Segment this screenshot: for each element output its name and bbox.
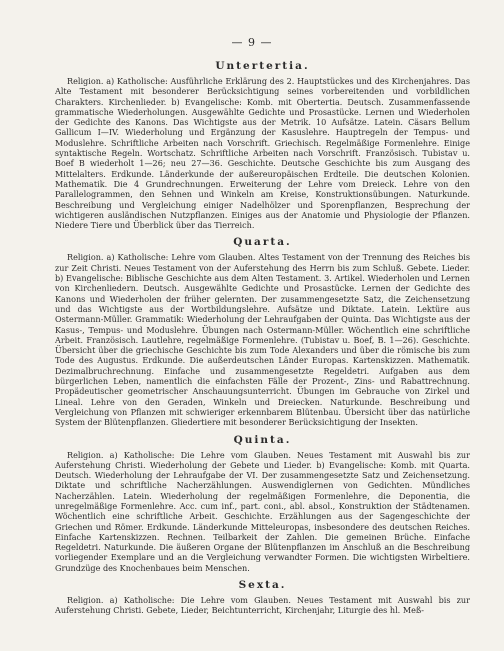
section-sexta [55,579,470,616]
section-text: Religion. a) Katholische: Lehre vom Glauben. Altes Testament von der Trennung des Reiches bis zur Zeit Christi. Neues Testament von der Auferstehung des Herrn bis zum Schluß. Gebete. Lieder. b) Evangelische: Biblische Geschichte aus dem Alten Testament. 3. Artikel. Wiederholen und Lernen von Kirchenliedern. Deutsch. Ausgewählte Gedichte und Prosastücke. Lernen der Gedichte des Kanons und Wiederholen der früher gelernten. Der zusammengesetzte Satz, die Zeichensetzung und das Wichtigste aus der Wortbildungslehre. Aufsätze und Diktate. Latein. Lektüre aus Ostermann-Müller. Grammatik: Wiederholung der Lehraufgaben der Quinta. Das Wichtigste aus der Kasus-, Tempus- und Moduslehre. Übungen nach Ostermann-Müller. Wöchentlich eine schriftliche Arbeit. Französisch. Lautlehre, regelmäßige Formenlehre. (Tubistav u. Boef, B. 1—26). Geschichte. Übersicht über die griechische Geschichte bis zum Tode Alexanders und über die römische bis zum Tode des Augustus. Erdkunde. Die außerdeutschen Länder Europas. Kartenskizzen. Mathematik. Dezimalbruchrechnung. Einfache und zusammengesetzte Regeldetri. Aufgaben aus dem bürgerlichen Leben, namentlich die einfachsten Fälle der Prozent-, Zins- und Rabattrechnung. Propädeutischer geometrischer Anschauungsunterricht. Übungen im Gebrauche von Zirkel und Lineal. Lehre von den Geraden, Winkeln und Dreiecken. Naturkunde. Beschreibung und Vergleichung von Pflanzen mit schwieriger erkennbarem Blütenbau. Übersicht über das natürliche System der Blütenpflanzen. Gliedertiere mit besonderer Berücksichtigung der Insekten. [55,252,470,428]
section-heading: Sexta. [238,579,287,592]
section-quinta [55,434,470,574]
section-heading: Quinta. [233,433,292,446]
section-text: Religion. a) Katholische: Ausführliche Erklärung des 2. Hauptstückes und des Kirchenjahres. Das Alte Testament mit besonderer Berücksichtigung seines vorbereitenden und vorbildlichen Charakters. Kirchenlieder. b) Evangelische: Komb. mit Obertertia. Deutsch. Zusammenfassende grammatische Wiederholungen. Ausgewählte Gedichte und Prosastücke. Lernen und Wiederholen der Gedichte des Kanons. Das Wichtigste aus der Metrik. 10 Aufsätze. Latein. Cäsars Bellum Gallicum I—IV. Wiederholung und Ergänzung der Kasuslehre. Hauptregeln der Tempus- und Moduslehre. Schriftliche Arbeiten nach Vorschrift. Griechisch. Regelmäßige Formenlehre. Einige syntaktische Regeln. Wortschatz. Schriftliche Arbeiten nach Vorschrift. Französisch. Tubistav u. Boef B wiederholt 1—26; neu 27—36. Geschichte. Deutsche Geschichte bis zum Ausgang des Mittelalters. Erdkunde. Länderkunde der außereuropäischen Erdteile. Die deutschen Kolonien. Mathematik. Die 4 Grundrechnungen. Erweiterung der Lehre vom Dreieck. Lehre von den Parallelogrammen, den Sehnen und Winkeln am Kreise, Konstruktionsübungen. Naturkunde. Beschreibung und Vergleichung einiger Nadelhölzer und Sporenpflanzen, Besprechung der wichtigeren ausländischen Nutzpflanzen. Einiges aus der Anatomie und Physiologie der Pflanzen. Niedere Tiere und Überblick über das Tierreich. [55,76,470,231]
section-quarta [55,236,470,427]
section-heading: Quarta. [233,236,292,249]
page-number: — 9 — [231,36,273,49]
section-text: Religion. a) Katholische: Die Lehre vom Glauben. Neues Testament mit Auswahl bis zur Auferstehung Christi. Wiederholung der Gebete und Lieder. b) Evangelische: Komb. mit Quarta. Deutsch. Wiederholung der Lehraufgabe der VI. Der zusammengesetzte Satz und Zeichensetzung. Diktate und schriftliche Nacherzählungen. Auswendiglernen von Gedichten. Mündliches Nacherzählen. Latein. Wiederholung der regelmäßigen Formenlehre, die Deponentia, die unregelmäßige Formenlehre. Acc. cum inf., part. coni., abl. absol., Konstruktion der Städtenamen. Wöchentlich eine schriftliche Arbeit. Geschichte. Erzählungen aus der Sagengeschichte der Griechen und Römer. Erdkunde. Länderkunde Mitteleuropas, insbesondere des deutschen Reiches. Einfache Kartenskizzen. Rechnen. Teilbarkeit der Zahlen. Die gemeinen Brüche. Einfache Regeldetri. Naturkunde. Die äußeren Organe der Blütenpflanzen im Anschluß an die Beschreibung vorliegender Exemplare und an die Vergleichung verwandter Formen. Die wichtigsten Wirbeltiere. Grundzüge des Knochenbaues beim Menschen. [55,449,470,573]
page-content [55,54,470,616]
section-heading: Untertertia. [215,60,310,72]
section-text: Religion. a) Katholische: Die Lehre vom Glauben. Neues Testament mit Auswahl bis zur Auferstehung Christi. Gebete, Lieder, Beichtunterricht, Kirchenjahr, Liturgie des hl. Meß- [55,595,470,616]
section-untertertia [55,60,470,230]
